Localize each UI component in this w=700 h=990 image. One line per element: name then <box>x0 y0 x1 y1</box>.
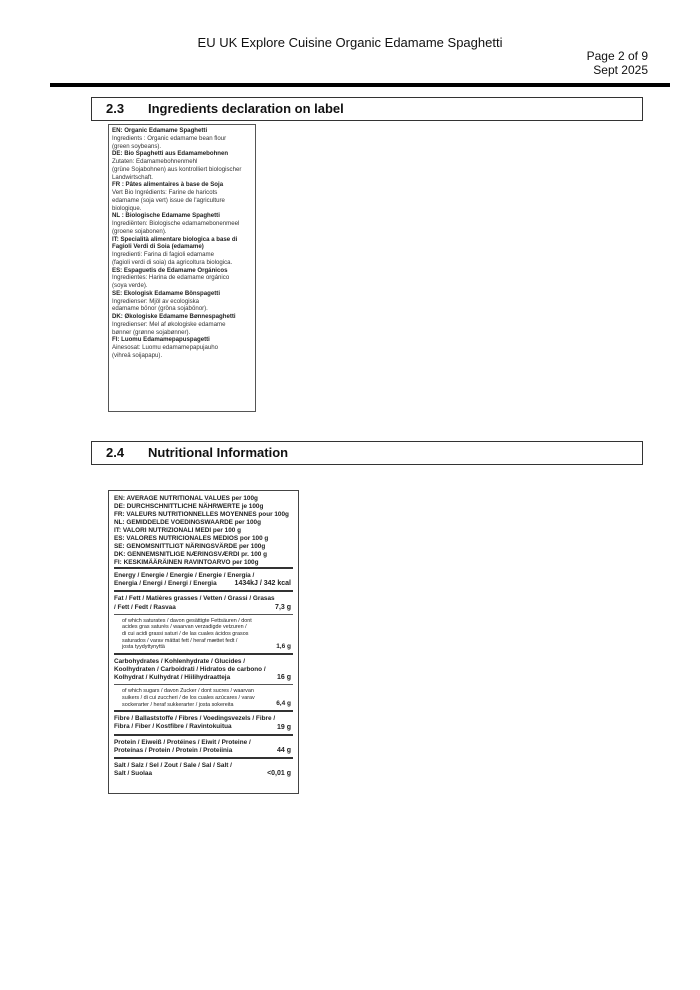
nutrition-label-image <box>108 490 299 794</box>
nutrition-row-label: Carbohydrates / Kohlenhydrate / Glucides / <box>114 657 246 665</box>
ingredients-line: Zutaten: Edamamebohnenmehl <box>112 158 198 165</box>
nutrition-row-label: Fibra / Fiber / Kostfibre / Ravintokuitua <box>114 723 232 731</box>
ingredients-line: Ingredientes: Harina de edamame orgánico <box>112 274 230 282</box>
page-info <box>587 49 648 77</box>
section-number: 2.3 <box>106 101 125 116</box>
nutrition-row-label: Protein / Eiweiß / Protéines / Eiwit / Proteine / <box>114 738 251 746</box>
nutrition-row-value: 19 g <box>276 723 291 731</box>
ingredients-line: FI: Luomu Edamamepapuspagetti <box>112 336 210 344</box>
ingredients-line: Ingredienser: Mel af økologiske edamame <box>112 320 226 328</box>
nutrition-row-value: 7,3 g <box>275 603 291 611</box>
ingredients-line: Ingrediënten: Biologische edamamebonenmeel <box>112 220 240 227</box>
ingredients-line: ES: Espaguetis de Edamame Orgánicos <box>112 266 228 274</box>
nutrition-row <box>114 653 293 685</box>
ingredients-line: (green soybeans). <box>112 142 162 150</box>
nutrition-row-label: Salt / Suolaa <box>114 770 153 778</box>
ingredients-line: Vert Bio Ingrédients: Farine de haricots <box>112 189 218 196</box>
ingredients-line: EN: Organic Edamame Spaghetti <box>112 127 208 134</box>
nutrition-row-value: <0,01 g <box>267 770 291 778</box>
document-title: EU UK Explore Cuisine Organic Edamame Spaghetti <box>197 35 503 50</box>
ingredients-line: Ingredients : Organic edamame bean flour <box>112 134 227 142</box>
nutrition-row <box>114 684 293 710</box>
ingredients-line: Ingredienser: Mjöl av ecologiska <box>112 297 200 305</box>
nutrition-row <box>114 710 293 733</box>
nutrition-row-label: Fibre / Ballaststoffe / Fibres / Voedingsvezels / Fibre / <box>114 715 276 723</box>
ingredients-line: (vihreä soijapapu). <box>112 351 163 359</box>
nutrition-row-value: 6,4 g <box>276 700 291 708</box>
ingredients-line: NL : Biologische Edamame Spaghetti <box>112 212 220 220</box>
section-title: Ingredients declaration on label <box>148 101 344 116</box>
ingredients-line: FR : Pâtes alimentaires à base de Soja <box>112 181 224 189</box>
document-date: Sept 2025 <box>593 63 648 77</box>
nutrition-row-label: Fat / Fett / Matières grasses / Vetten / Grassi / Grasas <box>114 595 275 603</box>
nutrition-row-label: suikers / di cui zuccheri / de los cuales azúcares / varav <box>122 694 255 701</box>
nutrition-row-label: of which sugars / davon Zucker / dont sucres / waarvan <box>122 688 254 695</box>
nutrition-row <box>114 757 293 780</box>
nutrition-row-label: saturados / varav mättat fett / heraf mættet fedt / <box>122 637 238 644</box>
nutrition-header <box>114 495 293 567</box>
nutrition-row-value: 1,6 g <box>276 642 291 650</box>
nutrition-row-label: Koolhydraten / Carboidrati / Hidratos de carbono / <box>114 665 266 673</box>
nutrition-row-label: acides gras saturés / waarvan verzadigde vetzuren / <box>122 624 247 631</box>
ingredients-line: edamame (soja vert) issue de l'agriculture <box>112 196 225 204</box>
nutrition-row-label: sockerarter / heraf sukkerarter / josta sokereita <box>122 701 234 708</box>
nutrition-row-label: josta tyydyttynyttä <box>122 644 165 651</box>
nutrition-row-label: di cui acidi grassi saturi / de las cuales ácidos grasos <box>122 631 249 637</box>
ingredients-line: SE: Ekologisk Edamame Bönspagetti <box>112 289 221 297</box>
section-title: Nutritional Information <box>148 445 289 460</box>
ingredients-line: Ingredienti: Farina di fagioli edamame <box>112 251 214 258</box>
nutrition-row-label: Salt / Salz / Sel / Zout / Sale / Sal / Salt / <box>114 761 232 769</box>
nutrition-header-line: IT: VALORI NUTRIZIONALI MEDI per 100 g <box>114 527 241 534</box>
nutrition-row <box>114 614 293 653</box>
ingredients-line: (fagioli verdi di soia) da agricoltura biologica. <box>112 258 233 266</box>
nutrition-header-line: EN: AVERAGE NUTRITIONAL VALUES per 100g <box>114 495 258 502</box>
section-number: 2.4 <box>106 445 125 460</box>
ingredients-line: DK: Økologiske Edamame Bønnespaghetti <box>112 313 236 320</box>
nutrition-row-label: Energia / Energi / Energi / Energia <box>114 580 217 588</box>
nutrition-row <box>114 567 293 590</box>
nutrition-row <box>114 734 293 757</box>
ingredients-line: bønner (grønne sojabønner). <box>112 328 191 336</box>
page-number: Page 2 of 9 <box>586 49 648 63</box>
ingredients-line: (soya verde). <box>112 282 148 289</box>
nutrition-rows <box>114 567 293 780</box>
nutrition-header-line: SE: GENOMSNITTLIGT NÄRINGSVÄRDE per 100g <box>114 543 266 550</box>
ingredients-label-image <box>108 124 256 412</box>
header-rule <box>50 83 670 87</box>
ingredients-line: DE: Bio Spaghetti aus Edamamebohnen <box>112 150 229 158</box>
nutrition-header-line: NL: GEMIDDELDE VOEDINGSWAARDE per 100g <box>114 519 262 526</box>
nutrition-row-value: 16 g <box>276 674 291 682</box>
ingredients-line: IT: Specialità alimentare biologica a base di <box>112 235 238 243</box>
nutrition-row-value: 44 g <box>276 746 291 754</box>
nutrition-row-label: Kolhydrat / Kulhydrat / Hiilihydraatteja <box>114 674 231 682</box>
nutrition-row-value: 1434kJ / 342 kcal <box>234 580 291 588</box>
nutrition-row-label: Energy / Energie / Energie / Energie / Energía / <box>114 572 255 579</box>
ingredients-line: (grüne Sojabohnen) aus kontrolliert biologischer <box>112 165 242 173</box>
ingredients-line: Landwirtschaft. <box>112 173 153 181</box>
nutrition-header-line: DK: GENNEMSNITLIGE NÆRINGSVÆRDI pr. 100 g <box>114 551 268 558</box>
section-nutrition-heading <box>91 441 643 465</box>
nutrition-row <box>114 590 293 613</box>
ingredients-line: (groene sojabonen). <box>112 227 167 235</box>
ingredients-line: edamame bönor (gröna sojabönor). <box>112 305 208 313</box>
nutrition-header-line: DE: DURCHSCHNITTLICHE NÄHRWERTE je 100g <box>114 503 264 510</box>
nutrition-row-label: / Fett / Fedt / Rasvaa <box>114 603 176 611</box>
ingredients-line: Fagioli Verdi di Soia (edamame) <box>112 243 204 251</box>
ingredients-line: Ainesosat: Luomu edamamepapujauho <box>112 344 219 351</box>
nutrition-header-line: ES: VALORES NUTRICIONALES MEDIOS por 100 g <box>114 535 269 542</box>
nutrition-row-label: of which saturates / davon gesättigte Fettsäuren / dont <box>122 617 252 624</box>
nutrition-row-label: Proteínas / Protein / Protein / Proteiinia <box>114 746 233 754</box>
nutrition-header-line: FR: VALEURS NUTRITIONNELLES MOYENNES pour 100g <box>114 511 289 518</box>
nutrition-header-line: FI: KESKIMÄÄRÄINEN RAVINTOARVO per 100g <box>114 559 259 566</box>
section-ingredients-heading <box>91 97 643 121</box>
ingredients-line: biologique. <box>112 204 142 212</box>
